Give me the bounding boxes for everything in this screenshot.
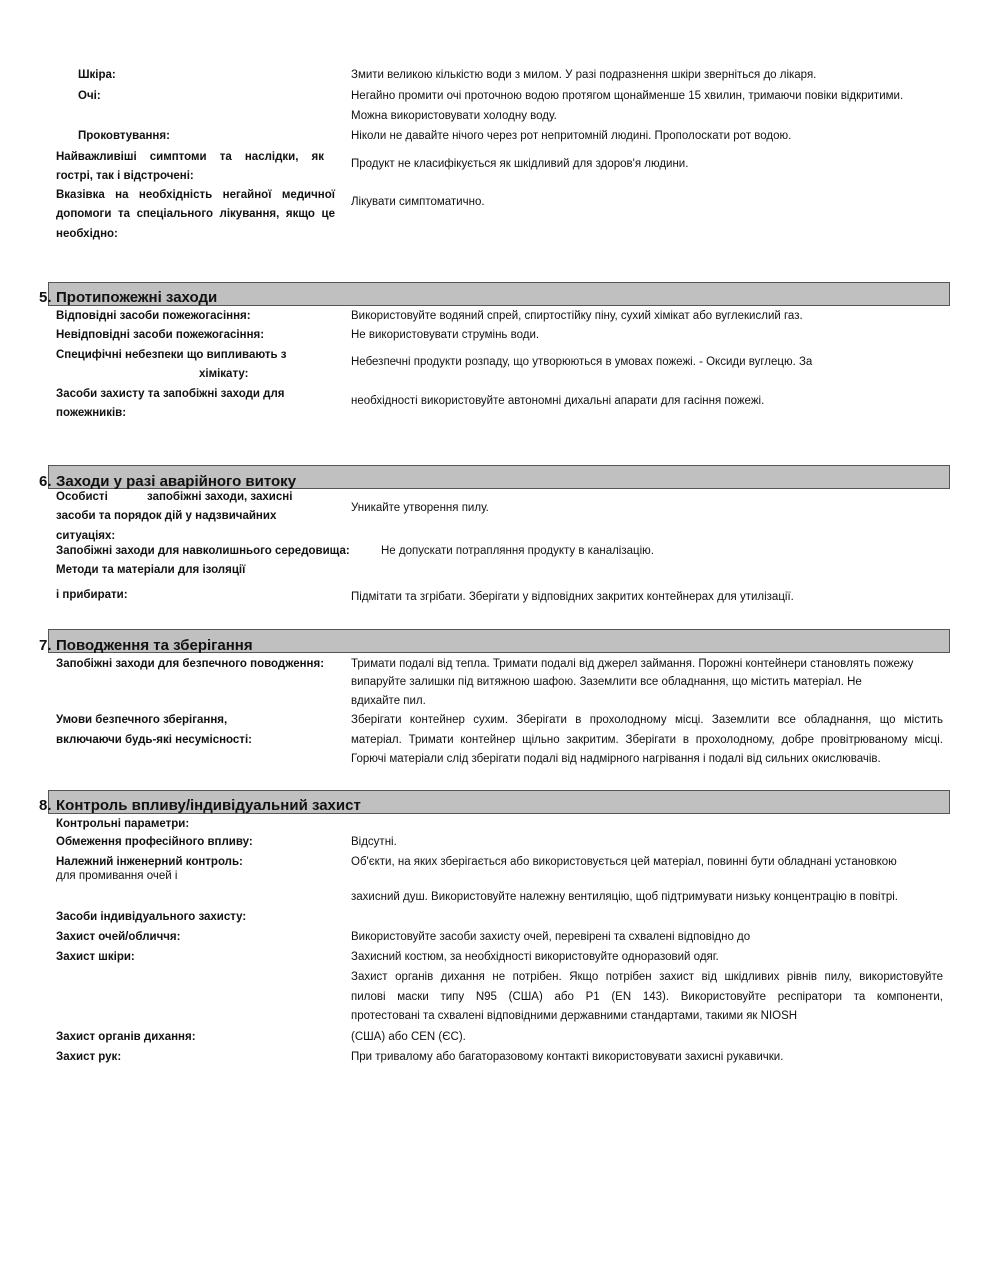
containment-methods-label-2: і прибирати:: [56, 589, 128, 601]
exposure-limits-text: Відсутні.: [351, 836, 397, 848]
section-5-number: 5.: [39, 289, 52, 306]
symptoms-label-1: Найважливіші симптоми та наслідки, як: [56, 151, 324, 163]
eye-protection-label: Захист очей/обличчя:: [56, 931, 181, 943]
personal-precautions-label-1a: Особисті: [56, 491, 108, 503]
section-8-title: Контроль впливу/індивідуальний захист: [56, 797, 361, 814]
medical-label-1: Вказівка на необхідність негайної медичної: [56, 189, 335, 201]
safe-handling-label: Запобіжні заходи для безпечного поводження:: [56, 658, 325, 670]
storage-line-1: Зберігати контейнер сухим. Зберігати в прохолодному місці. Заземлити все обладнання, що містить: [351, 714, 943, 726]
eyes-label: Очі:: [78, 90, 101, 102]
suitable-extinguishing-text: Використовуйте водяний спрей, спиртостійку піну, сухий хімікат або вуглекислий газ.: [351, 310, 803, 322]
symptoms-label-2: гострі, так і відстрочені:: [56, 170, 194, 182]
environmental-precautions-text: Не допускати потрапляння продукту в каналізацію.: [381, 545, 654, 557]
eyes-text-1: Негайно промити очі проточною водою протягом щонайменше 15 хвилин, тримаючи повіки відкритими.: [351, 90, 904, 102]
storage-conditions-label-2: включаючи будь-які несумісності:: [56, 734, 252, 746]
symptoms-text: Продукт не класифікується як шкідливий для здоров'я людини.: [351, 158, 689, 170]
containment-methods-text: Підмітати та згрібати. Зберігати у відповідних закритих контейнерах для утилізації.: [351, 591, 794, 603]
firefighter-protection-text: необхідності використовуйте автономні дихальні апарати для гасіння пожежі.: [351, 395, 765, 407]
personal-precautions-label-2: засоби та порядок дій у надзвичайних: [56, 510, 277, 522]
ingestion-label: Проковтування:: [78, 130, 170, 142]
section-6-title: Заходи у разі аварійного витоку: [56, 473, 297, 490]
engineering-controls-text-2: захисний душ. Використовуйте належну вентиляцію, щоб підтримувати низьку концентрацію в повітрі.: [351, 891, 898, 903]
respiratory-line-4: (США) або CEN (ЄС).: [351, 1031, 466, 1043]
firefighter-protection-label-2: пожежників:: [56, 407, 127, 419]
safe-handling-line-2: випаруйте залишки під витяжною шафою. Заземлити все обладнання, що містить матеріал. Не: [351, 676, 862, 688]
ingestion-text: Ніколи не давайте нічого через рот непритомній людині. Прополоскати рот водою.: [351, 130, 792, 142]
engineering-controls-sub: для промивання очей і: [56, 870, 178, 882]
storage-conditions-label-1: Умови безпечного зберігання,: [56, 714, 228, 726]
safe-handling-line-3: вдихайте пил.: [351, 695, 426, 707]
specific-hazards-label-2: хімікату:: [199, 368, 249, 380]
medical-text: Лікувати симптоматично.: [351, 196, 485, 208]
personal-precautions-label-3: ситуаціях:: [56, 530, 116, 542]
exposure-limits-label: Обмеження професійного впливу:: [56, 836, 253, 848]
storage-line-3: Горючі матеріали слід зберігати подалі від надмірного нагрівання і подалі від сильних окислювачів.: [351, 753, 881, 765]
respiratory-line-2: пилові маски типу N95 (США) або P1 (EN 143). Використовуйте респіратори та компоненти,: [351, 991, 943, 1003]
skin-protection-label: Захист шкіри:: [56, 951, 135, 963]
storage-line-2: матеріал. Тримати контейнер щільно закритим. Зберігати в прохолодному, добре провітрюваному місці.: [351, 734, 943, 746]
safe-handling-line-1: Тримати подалі від тепла. Тримати подалі від джерел займання. Порожні контейнери становлять пожежу: [351, 658, 914, 670]
section-7-number: 7.: [39, 637, 52, 654]
respiratory-line-3: протестовані та схвалені відповідними державними стандартами, такими як NIOSH: [351, 1010, 798, 1022]
section-5-title: Протипожежні заходи: [56, 289, 218, 306]
medical-label-3: необхідно:: [56, 228, 118, 240]
hand-protection-label: Захист рук:: [56, 1051, 122, 1063]
skin-text: Змити великою кількістю води з милом. У разі подразнення шкіри зверніться до лікаря.: [351, 69, 817, 81]
eye-protection-text: Використовуйте засоби захисту очей, перевірені та схвалені відповідно до: [351, 931, 751, 943]
ppe-label: Засоби індивідуального захисту:: [56, 911, 247, 923]
engineering-controls-text-1: Об'єкти, на яких зберігається або використовується цей матеріал, повинні бути обладнані установкою: [351, 856, 897, 868]
suitable-extinguishing-label: Відповідні засоби пожежогасіння:: [56, 310, 251, 322]
unsuitable-extinguishing-text: Не використовувати струмінь води.: [351, 329, 540, 341]
section-6-number: 6.: [39, 473, 52, 490]
eyes-text-2: Можна використовувати холодну воду.: [351, 110, 557, 122]
section-7-title: Поводження та зберігання: [56, 637, 253, 654]
containment-methods-label-1: Методи та матеріали для ізоляції: [56, 564, 246, 576]
specific-hazards-text: Небезпечні продукти розпаду, що утворюються в умовах пожежі. - Оксиди вуглецю. За: [351, 356, 813, 368]
environmental-precautions-label: Запобіжні заходи для навколишнього середовища:: [56, 545, 350, 557]
personal-precautions-text: Уникайте утворення пилу.: [351, 502, 489, 514]
respiratory-protection-label: Захист органів дихання:: [56, 1031, 196, 1043]
control-parameters-label: Контрольні параметри:: [56, 818, 190, 830]
unsuitable-extinguishing-label: Невідповідні засоби пожежогасіння:: [56, 329, 265, 341]
skin-protection-text: Захисний костюм, за необхідності використовуйте одноразовий одяг.: [351, 951, 719, 963]
hand-protection-text: При тривалому або багаторазовому контакті використовувати захисні рукавички.: [351, 1051, 784, 1063]
respiratory-line-1: Захист органів дихання не потрібен. Якщо потрібен захист від шкідливих рівнів пилу, використовуйте: [351, 971, 943, 983]
section-8-number: 8.: [39, 797, 52, 814]
specific-hazards-label-1: Специфічні небезпеки що випливають з: [56, 349, 287, 361]
personal-precautions-label-1b: запобіжні заходи, захисні: [147, 491, 293, 503]
medical-label-2: допомоги та спеціального лікування, якщо це: [56, 208, 335, 220]
firefighter-protection-label-1: Засоби захисту та запобіжні заходи для: [56, 388, 285, 400]
engineering-controls-label: Належний інженерний контроль:: [56, 856, 243, 868]
skin-label: Шкіра:: [78, 69, 116, 81]
